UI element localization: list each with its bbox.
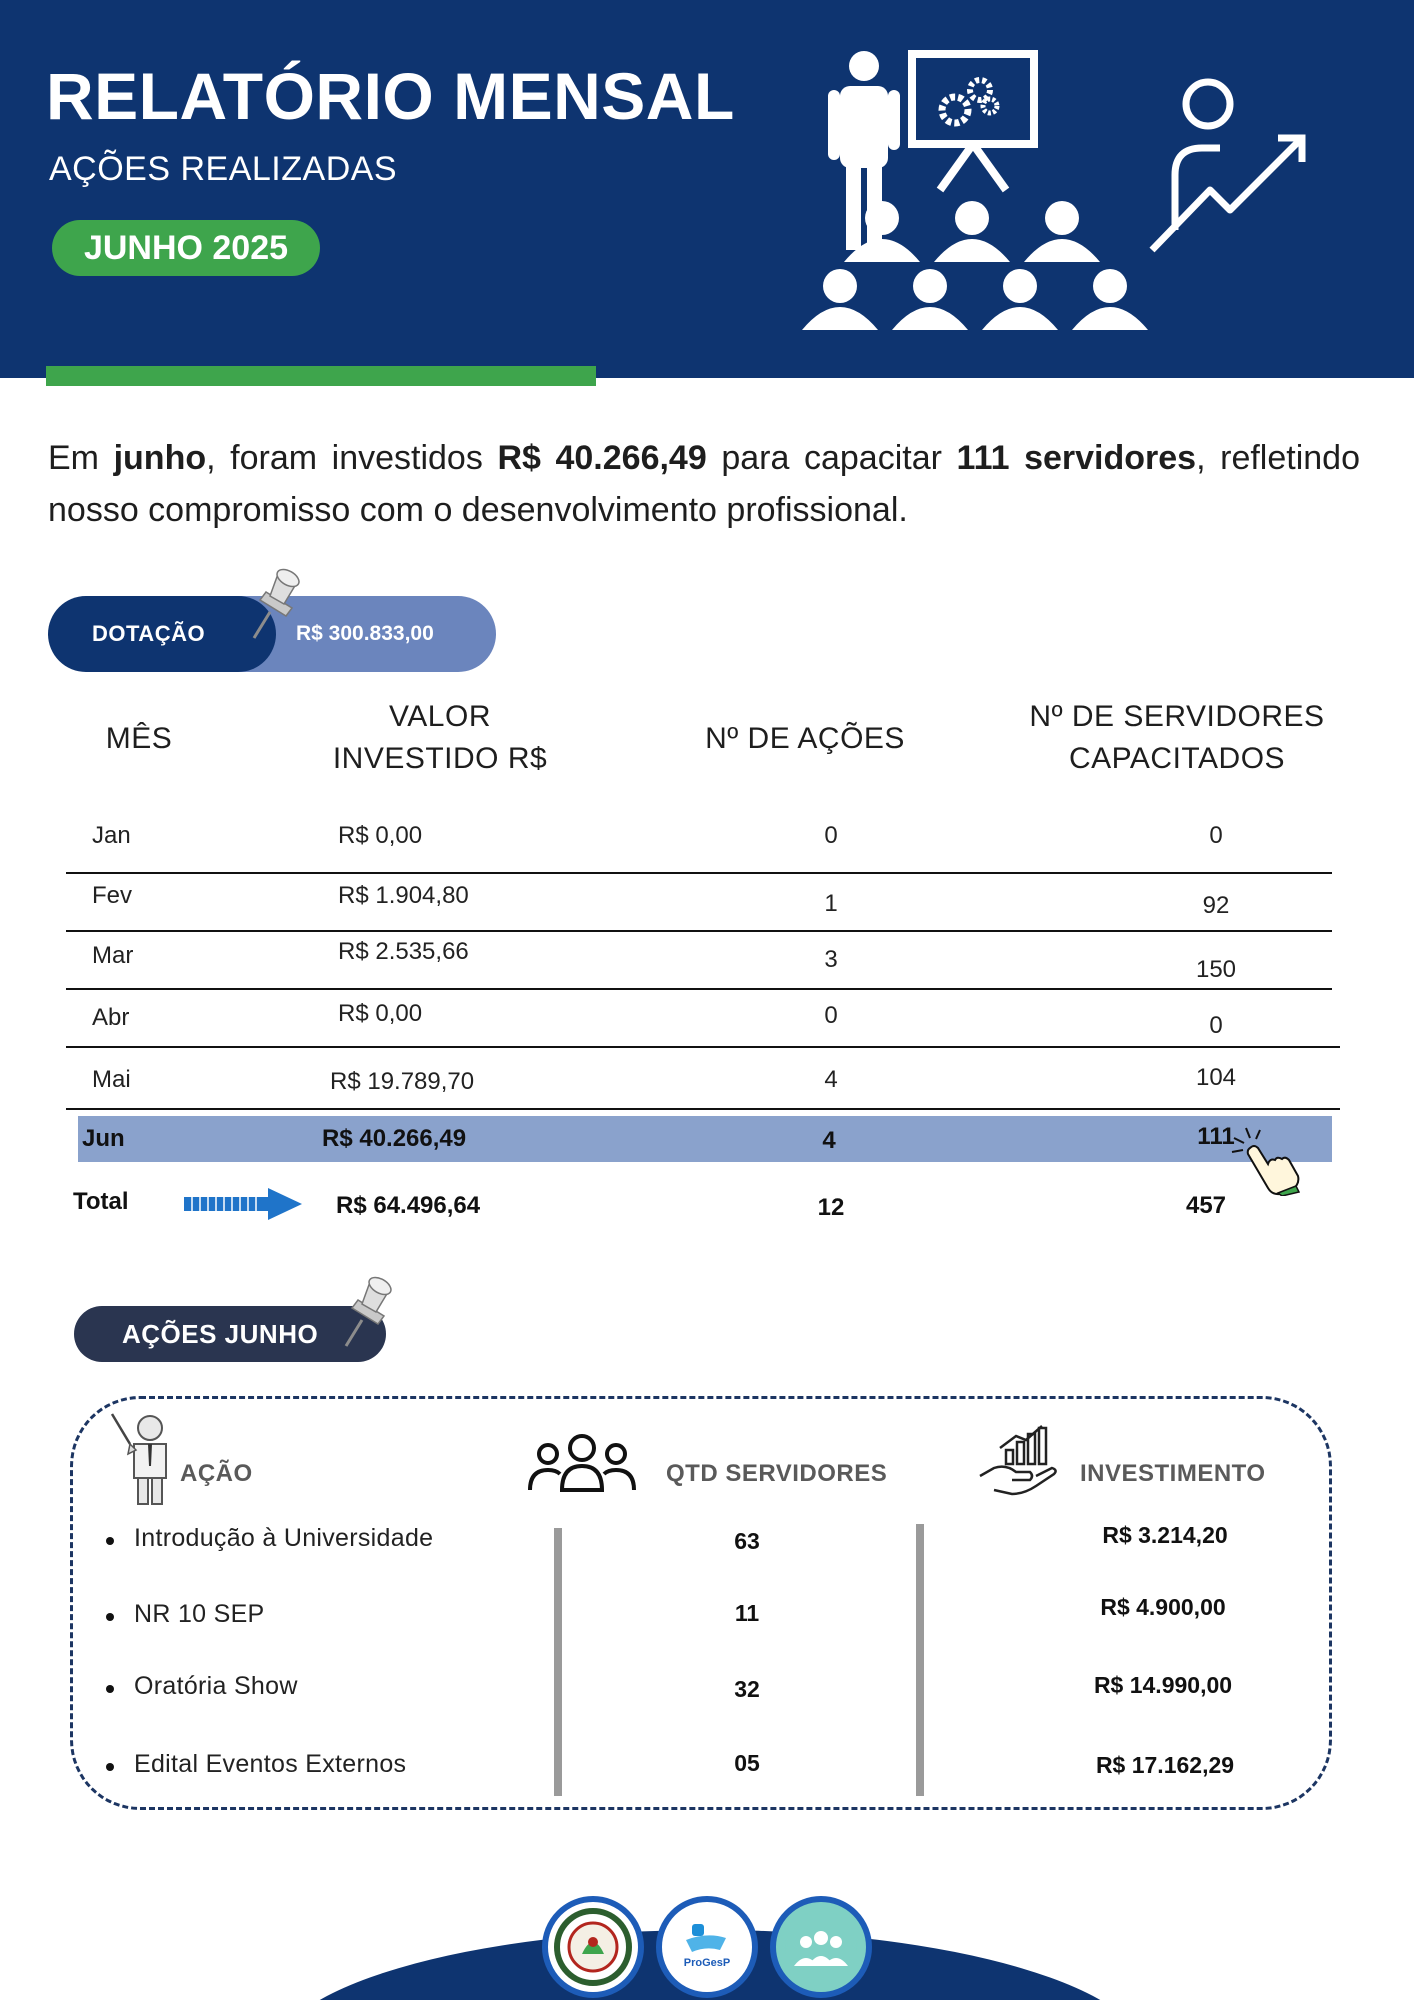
action-qty: 05 xyxy=(734,1750,760,1776)
intro-text: , foram investidos xyxy=(206,439,498,477)
investment-growth-icon xyxy=(976,1424,1060,1502)
intro-text: para capacitar xyxy=(706,439,957,477)
cell-servants: 150 xyxy=(1195,956,1237,983)
cell-actions: 4 xyxy=(822,1127,836,1154)
action-investment: R$ 14.990,00 xyxy=(1093,1672,1233,1698)
table-row-highlighted xyxy=(78,1116,1332,1162)
cell-value: R$ 0,00 xyxy=(338,822,423,849)
cell-value: R$ 2.535,66 xyxy=(338,938,469,965)
cell-servants: 111 xyxy=(1197,1123,1235,1150)
cell-servants: 0 xyxy=(1209,1012,1223,1039)
action-investment: R$ 4.900,00 xyxy=(1100,1594,1226,1620)
header-month: MÊS xyxy=(105,722,173,755)
cell-month: Jan xyxy=(92,822,131,849)
total-actions: 12 xyxy=(817,1194,845,1221)
cell-month: Abr xyxy=(92,1004,130,1031)
header-servants-line1: Nº DE SERVIDORES xyxy=(1029,700,1325,733)
cell-month: Mar xyxy=(92,942,134,969)
action-name: Edital Eventos Externos xyxy=(134,1750,407,1778)
pushpin-icon xyxy=(332,1268,398,1354)
seal-icon xyxy=(548,1902,638,1992)
group-icon xyxy=(526,1432,638,1496)
cell-actions: 4 xyxy=(824,1066,838,1093)
cell-value: R$ 1.904,80 xyxy=(338,882,469,909)
list-item xyxy=(110,1750,406,1779)
intro-month: junho xyxy=(113,439,207,477)
cell-actions: 0 xyxy=(824,1002,838,1029)
progesp-icon xyxy=(662,1902,752,1992)
cell-value: R$ 19.789,70 xyxy=(330,1068,475,1095)
month-badge: JUNHO 2025 xyxy=(52,220,320,276)
action-investment: R$ 17.162,29 xyxy=(1095,1752,1235,1778)
intro-servants: 111 servidores xyxy=(956,439,1197,477)
header-servants-line2: CAPACITADOS xyxy=(1068,742,1286,775)
total-servants: 457 xyxy=(1185,1192,1227,1219)
intro-amount: R$ 40.266,49 xyxy=(497,439,707,477)
row-divider xyxy=(66,1108,1340,1110)
intro-text: , refletindo nosso compromisso com o desenvolvimento profissional. xyxy=(48,439,1360,529)
table-row xyxy=(66,806,1332,866)
list-item xyxy=(110,1600,265,1629)
cell-value: R$ 40.266,49 xyxy=(322,1125,467,1152)
cell-month: Fev xyxy=(92,882,133,909)
table-row xyxy=(66,866,1332,926)
report-header xyxy=(0,0,1414,378)
intro-text: Em xyxy=(48,439,114,477)
cell-servants: 0 xyxy=(1209,822,1223,849)
list-item xyxy=(110,1672,298,1701)
table-row xyxy=(66,1050,1332,1110)
header-action: AÇÃO xyxy=(180,1460,253,1487)
header-investment: INVESTIMENTO xyxy=(1080,1460,1266,1487)
header-qty: QTD SERVIDORES xyxy=(666,1460,888,1487)
action-qty: 11 xyxy=(734,1600,760,1626)
action-name: Introdução à Universidade xyxy=(134,1524,434,1552)
pushpin-icon xyxy=(240,560,306,646)
progesp-logo xyxy=(656,1896,758,1998)
report-title: RELATÓRIO MENSAL xyxy=(46,59,735,133)
cell-actions: 3 xyxy=(824,946,838,973)
action-name: NR 10 SEP xyxy=(134,1600,265,1628)
action-investment: R$ 3.214,20 xyxy=(1102,1522,1228,1548)
dotacao-value: R$ 300.833,00 xyxy=(296,622,434,645)
header-actions: Nº DE AÇÕES xyxy=(705,722,905,755)
cell-servants: 92 xyxy=(1202,892,1230,919)
cell-value: R$ 0,00 xyxy=(338,1000,423,1027)
progesp-logo-text: ProGesP xyxy=(683,1957,731,1969)
total-label: Total xyxy=(73,1188,129,1215)
university-seal-logo xyxy=(542,1896,644,1998)
column-divider xyxy=(554,1528,562,1796)
table-row xyxy=(66,926,1332,986)
header-value-line1: VALOR xyxy=(389,700,491,733)
cell-servants: 104 xyxy=(1195,1064,1237,1091)
june-actions-pill: AÇÕES JUNHO xyxy=(74,1306,386,1362)
cell-actions: 1 xyxy=(824,890,838,917)
action-qty: 63 xyxy=(734,1528,760,1554)
teacher-icon xyxy=(108,1410,172,1506)
team-logo xyxy=(770,1896,872,1998)
team-icon xyxy=(776,1902,866,1992)
report-subtitle: AÇÕES REALIZADAS xyxy=(49,150,398,188)
cell-month: Mai xyxy=(92,1066,131,1093)
header-value-line2: INVESTIDO R$ xyxy=(332,742,548,775)
header-accent-bar xyxy=(46,366,596,386)
table-row xyxy=(66,986,1332,1046)
list-item xyxy=(110,1524,433,1553)
training-presentation-icon xyxy=(790,40,1320,340)
total-value: R$ 64.496,64 xyxy=(336,1192,481,1219)
arrow-right-icon xyxy=(184,1186,304,1222)
action-name: Oratória Show xyxy=(134,1672,298,1700)
column-divider xyxy=(916,1524,924,1796)
action-qty: 32 xyxy=(734,1676,760,1702)
summary-paragraph xyxy=(48,432,1360,536)
dotacao-label: DOTAÇÃO xyxy=(92,621,206,646)
cell-actions: 0 xyxy=(824,822,838,849)
cell-month: Jun xyxy=(82,1125,125,1152)
